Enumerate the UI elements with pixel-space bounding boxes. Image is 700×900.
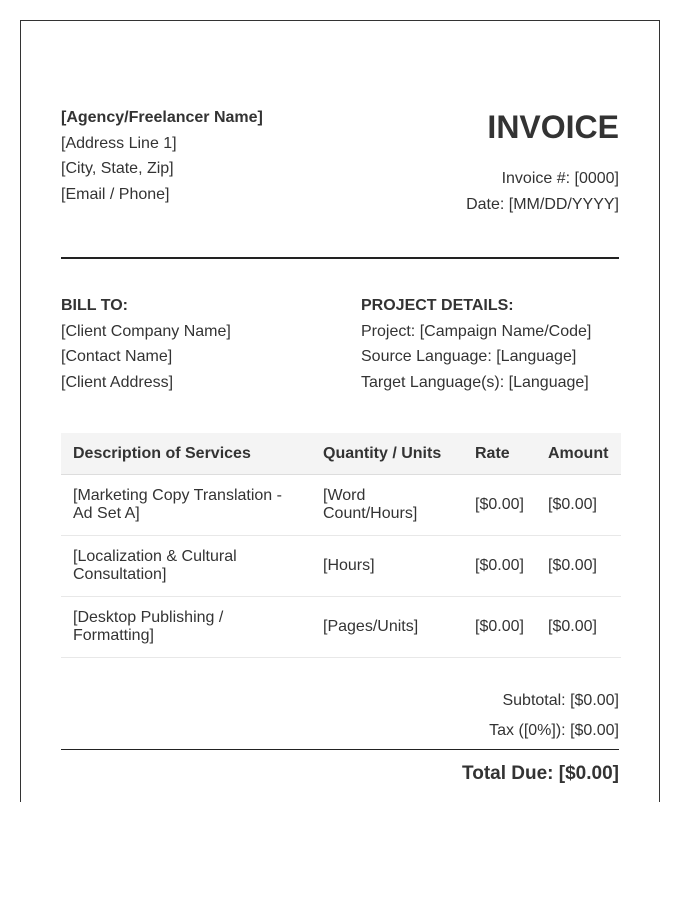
services-table [61, 433, 621, 658]
invoice-date: Date: [MM/DD/YYYY] [466, 196, 619, 213]
invoice-meta [466, 166, 619, 218]
row-description: [Localization & Cultural Consultation] [61, 536, 311, 597]
sender-block [61, 105, 263, 207]
client-company: [Client Company Name] [61, 322, 231, 340]
bill-to-heading: BILL TO: [61, 297, 128, 314]
bill-to-block [61, 293, 231, 395]
row-amount: [$0.00] [536, 536, 621, 597]
target-language: Target Language(s): [Language] [361, 373, 589, 391]
invoice-title: INVOICE [487, 109, 619, 145]
totals-section [61, 686, 619, 785]
row-quantity: [Word Count/Hours] [311, 475, 463, 536]
row-rate: [$0.00] [463, 475, 536, 536]
column-header-amount: Amount [536, 433, 621, 475]
row-rate: [$0.00] [463, 536, 536, 597]
table-header-row [61, 433, 621, 475]
sender-name: [Agency/Freelancer Name] [61, 109, 263, 126]
sender-address: [Address Line 1] [61, 134, 177, 152]
total-due: Total Due: [$0.00] [462, 763, 619, 784]
tax: Tax ([0%]): [$0.00] [489, 722, 619, 739]
row-quantity: [Pages/Units] [311, 597, 463, 658]
project-details-heading: PROJECT DETAILS: [361, 297, 514, 314]
source-language: Source Language: [Language] [361, 348, 577, 365]
invoice-header [61, 21, 619, 259]
table-row [61, 597, 621, 658]
client-contact: [Contact Name] [61, 348, 173, 365]
row-amount: [$0.00] [536, 597, 621, 658]
column-header-quantity: Quantity / Units [311, 433, 463, 475]
client-address: [Client Address] [61, 373, 174, 391]
invoice-content [61, 21, 619, 785]
row-description: [Marketing Copy Translation - Ad Set A] [61, 475, 311, 536]
sender-contact: [Email / Phone] [61, 185, 170, 203]
invoice-info [466, 105, 619, 218]
invoice-number: Invoice #: [0000] [501, 170, 619, 187]
project-details-block [361, 293, 591, 395]
row-rate: [$0.00] [463, 597, 536, 658]
sender-city: [City, State, Zip] [61, 160, 174, 177]
parties-section [61, 259, 619, 433]
row-quantity: [Hours] [311, 536, 463, 597]
table-row [61, 536, 621, 597]
column-header-description: Description of Services [61, 433, 311, 475]
table-row [61, 475, 621, 536]
row-description: [Desktop Publishing / Formatting] [61, 597, 311, 658]
subtotal: Subtotal: [$0.00] [502, 692, 619, 709]
invoice-sheet [20, 20, 660, 802]
project-name: Project: [Campaign Name/Code] [361, 322, 592, 340]
column-header-rate: Rate [463, 433, 536, 475]
row-amount: [$0.00] [536, 475, 621, 536]
totals-divider [61, 749, 619, 750]
